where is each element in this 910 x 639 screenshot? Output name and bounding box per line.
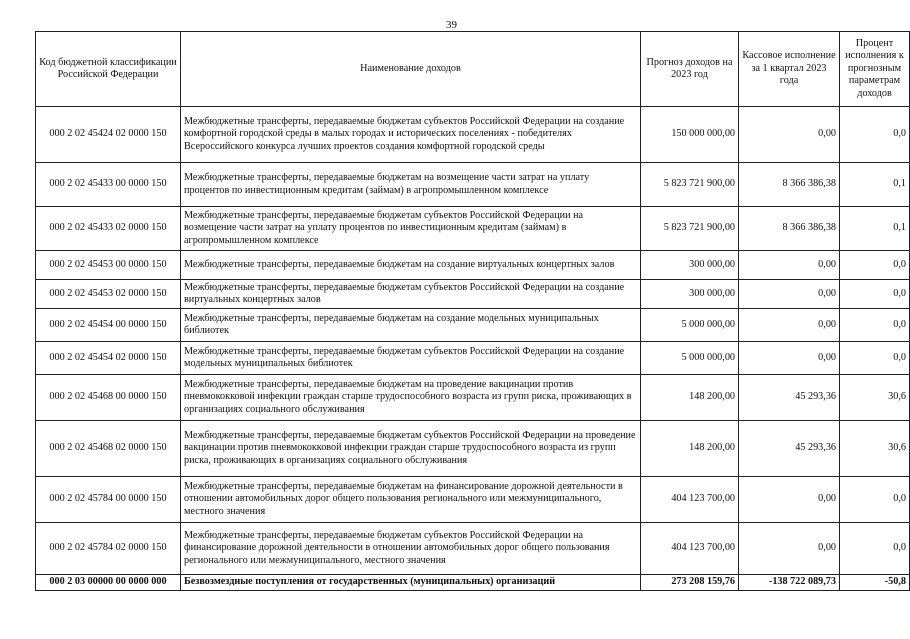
percent-value: 0,1 [840, 163, 910, 207]
revenue-name: Межбюджетные трансферты, передаваемые бюджетам на возмещение части затрат на уплату процентов по инвестиционным кредитам (займам) в агропромышленном комплексе [181, 163, 641, 207]
budget-code: 000 2 02 45453 00 0000 150 [36, 251, 181, 280]
budget-code: 000 2 02 45784 00 0000 150 [36, 477, 181, 523]
forecast-value: 404 123 700,00 [641, 477, 739, 523]
forecast-value: 148 200,00 [641, 421, 739, 477]
execution-value: 0,00 [739, 477, 840, 523]
budget-code: 000 2 02 45468 00 0000 150 [36, 375, 181, 421]
execution-value: 0,00 [739, 523, 840, 575]
percent-value: 30,6 [840, 421, 910, 477]
budget-code: 000 2 02 45468 02 0000 150 [36, 421, 181, 477]
budget-code: 000 2 02 45453 02 0000 150 [36, 280, 181, 309]
execution-value: 0,00 [739, 342, 840, 375]
header-forecast: Прогноз доходов на 2023 год [641, 32, 739, 107]
execution-value: 0,00 [739, 107, 840, 163]
revenue-name: Межбюджетные трансферты, передаваемые бюджетам субъектов Российской Федерации на проведение вакцинации против пневмококковой инфекции граждан старше трудоспособного возраста из групп риска, проживающих в организациях социального обслуживания [181, 421, 641, 477]
page-number: 39 [446, 19, 457, 31]
percent-value: 0,0 [840, 309, 910, 342]
execution-value: 0,00 [739, 251, 840, 280]
forecast-value: 273 208 159,76 [641, 575, 739, 591]
header-name: Наименование доходов [181, 32, 641, 107]
percent-value: 0,1 [840, 207, 910, 251]
execution-value: 45 293,36 [739, 421, 840, 477]
table-row [36, 477, 910, 523]
percent-value: 0,0 [840, 523, 910, 575]
header-execution: Кассовое исполнение за 1 квартал 2023 года [739, 32, 840, 107]
forecast-value: 148 200,00 [641, 375, 739, 421]
execution-value: 8 366 386,38 [739, 207, 840, 251]
table-row [36, 375, 910, 421]
revenue-name: Безвозмездные поступления от государственных (муниципальных) организаций [181, 575, 641, 591]
execution-value: -138 722 089,73 [739, 575, 840, 591]
percent-value: 0,0 [840, 107, 910, 163]
revenue-name: Межбюджетные трансферты, передаваемые бюджетам субъектов Российской Федерации на финансирование дорожной деятельности в отношении автомобильных дорог общего пользования регионального или межмуниципального, местного значения [181, 523, 641, 575]
forecast-value: 300 000,00 [641, 251, 739, 280]
execution-value: 0,00 [739, 309, 840, 342]
header-percent: Процент исполнения к прогнозным параметрам доходов [840, 32, 910, 107]
table-row [36, 107, 910, 163]
execution-value: 45 293,36 [739, 375, 840, 421]
revenue-name: Межбюджетные трансферты, передаваемые бюджетам на создание модельных муниципальных библиотек [181, 309, 641, 342]
percent-value: -50,8 [840, 575, 910, 591]
percent-value: 0,0 [840, 477, 910, 523]
table-row [36, 421, 910, 477]
percent-value: 0,0 [840, 251, 910, 280]
revenue-name: Межбюджетные трансферты, передаваемые бюджетам субъектов Российской Федерации на возмещение части затрат на уплату процентов по инвестиционным кредитам (займам) в агропромышленном комплексе [181, 207, 641, 251]
budget-code: 000 2 02 45784 02 0000 150 [36, 523, 181, 575]
percent-value: 30,6 [840, 375, 910, 421]
execution-value: 8 366 386,38 [739, 163, 840, 207]
budget-code: 000 2 02 45433 00 0000 150 [36, 163, 181, 207]
table-row [36, 251, 910, 280]
revenue-name: Межбюджетные трансферты, передаваемые бюджетам на финансирование дорожной деятельности в отношении автомобильных дорог общего пользования регионального или межмуниципального, местного значения [181, 477, 641, 523]
forecast-value: 150 000 000,00 [641, 107, 739, 163]
budget-code: 000 2 02 45454 02 0000 150 [36, 342, 181, 375]
revenue-name: Межбюджетные трансферты, передаваемые бюджетам на проведение вакцинации против пневмококковой инфекции граждан старше трудоспособного возраста из групп риска, проживающих в организациях социального обслуживания [181, 375, 641, 421]
budget-code: 000 2 02 45433 02 0000 150 [36, 207, 181, 251]
execution-value: 0,00 [739, 280, 840, 309]
total-row [36, 575, 910, 591]
forecast-value: 5 000 000,00 [641, 309, 739, 342]
forecast-value: 5 000 000,00 [641, 342, 739, 375]
revenue-name: Межбюджетные трансферты, передаваемые бюджетам субъектов Российской Федерации на создание комфортной городской среды в малых городах и исторических поселениях - победителях Всероссийского конкурса лучших проектов создания комфортной городской среды [181, 107, 641, 163]
revenue-name: Межбюджетные трансферты, передаваемые бюджетам субъектов Российской Федерации на создание виртуальных концертных залов [181, 280, 641, 309]
table-row [36, 280, 910, 309]
header-row [36, 32, 910, 107]
header-code: Код бюджетной классификации Российской Федерации [36, 32, 181, 107]
revenue-name: Межбюджетные трансферты, передаваемые бюджетам на создание виртуальных концертных залов [181, 251, 641, 280]
table-row [36, 523, 910, 575]
forecast-value: 5 823 721 900,00 [641, 207, 739, 251]
revenue-table [35, 31, 910, 591]
forecast-value: 404 123 700,00 [641, 523, 739, 575]
revenue-name: Межбюджетные трансферты, передаваемые бюджетам субъектов Российской Федерации на создание модельных муниципальных библиотек [181, 342, 641, 375]
table-row [36, 309, 910, 342]
budget-code: 000 2 03 00000 00 0000 000 [36, 575, 181, 591]
table-row [36, 163, 910, 207]
budget-code: 000 2 02 45454 00 0000 150 [36, 309, 181, 342]
table-row [36, 207, 910, 251]
percent-value: 0,0 [840, 280, 910, 309]
percent-value: 0,0 [840, 342, 910, 375]
table-row [36, 342, 910, 375]
budget-code: 000 2 02 45424 02 0000 150 [36, 107, 181, 163]
forecast-value: 300 000,00 [641, 280, 739, 309]
forecast-value: 5 823 721 900,00 [641, 163, 739, 207]
